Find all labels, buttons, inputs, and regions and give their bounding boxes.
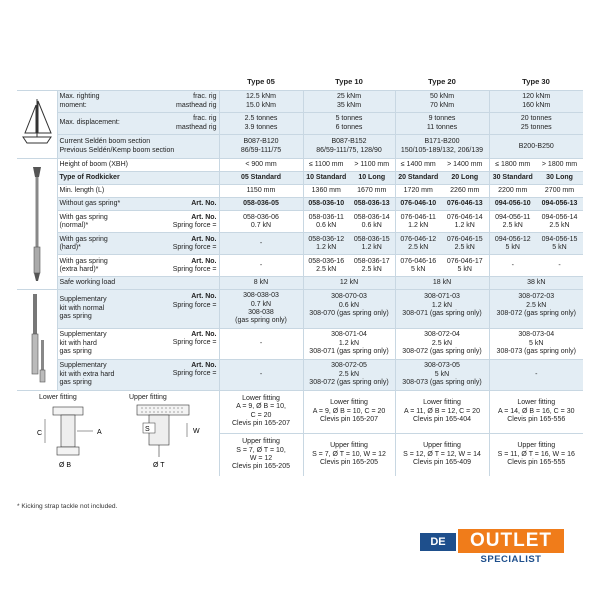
logo-outlet: OUTLET bbox=[458, 529, 564, 553]
suphard-t30: 308-073-04 5 kN 308-073 (gas spring only) bbox=[489, 328, 583, 359]
boom-label: Current Seldén boom section Previous Seldén/Kemp boom section bbox=[57, 135, 219, 159]
normal-t10b: 058-036-14 0.6 kN bbox=[349, 211, 395, 233]
nogas-t30a: 094-056-10 bbox=[489, 198, 536, 211]
hard-t20b: 076-046-15 2.5 kN bbox=[441, 233, 489, 255]
normal-t20a: 076-046-11 1.2 kN bbox=[395, 211, 441, 233]
displacement-t05: 2.5 tonnes 3.9 tonnes bbox=[219, 113, 303, 135]
nogas-t05: 058-036-05 bbox=[219, 198, 303, 211]
normal-t30a: 094-056-11 2.5 kN bbox=[489, 211, 536, 233]
suphard-t20: 308-072-04 2.5 kN 308-072 (gas spring only) bbox=[395, 328, 489, 359]
supxhard-label: Supplementary kit with extra hard gas spring bbox=[57, 359, 169, 390]
type-t10a: 10 Standard bbox=[303, 172, 349, 185]
rodkicker-spec-table bbox=[17, 74, 583, 476]
suphard-t05: - bbox=[219, 328, 303, 359]
supnormal-sub: Art. No. Spring force = bbox=[169, 290, 219, 328]
nogas-t10a: 058-036-10 bbox=[303, 198, 349, 211]
minlen-t10b: 1670 mm bbox=[349, 185, 395, 198]
xhard-t30a: - bbox=[489, 255, 536, 277]
lower-t05: Lower fitting A = 9, Ø B = 10, C = 20 Clevis pin 165-207 bbox=[219, 390, 303, 433]
nogas-t10b: 058-036-13 bbox=[349, 198, 395, 211]
type-t20b: 20 Long bbox=[441, 172, 489, 185]
gas-spring-icon bbox=[19, 290, 55, 386]
rodkicker-icon bbox=[19, 163, 55, 283]
logo-de: DE bbox=[420, 533, 456, 551]
boom-t10: B087-B152 86/59-111/75, 128/90 bbox=[303, 135, 395, 159]
xhard-t10a: 058-036-16 2.5 kN bbox=[303, 255, 349, 277]
minlen-t20a: 1720 mm bbox=[395, 185, 441, 198]
gas-spring-illustration bbox=[17, 290, 57, 390]
hard-t20a: 076-046-12 2.5 kN bbox=[395, 233, 441, 255]
hard-t30a: 094-056-12 5 kN bbox=[489, 233, 536, 255]
displacement-label: Max. displacement: bbox=[57, 113, 169, 135]
supnormal-t05: 308-038-03 0.7 kN 308-038 (gas spring only) bbox=[219, 290, 303, 328]
normal-t30b: 094-056-14 2.5 kN bbox=[536, 211, 583, 233]
dim-s-label: S bbox=[145, 425, 150, 433]
nogas-t20a: 076-046-10 bbox=[395, 198, 441, 211]
header-type-10: Type 10 bbox=[303, 74, 395, 91]
upper-t20: Upper fitting S = 12, Ø T = 12, W = 14 Clevis pin 165-409 bbox=[395, 433, 489, 476]
height-t20a: ≤ 1400 mm bbox=[395, 159, 441, 172]
upper-t30: Upper fitting S = 11, Ø T = 16, W = 16 Clevis pin 165-555 bbox=[489, 433, 583, 476]
xhard-sub: Art. No. Spring force = bbox=[169, 255, 219, 277]
dim-w-label: W bbox=[193, 427, 200, 435]
type-t20a: 20 Standard bbox=[395, 172, 441, 185]
minlen-t30b: 2700 mm bbox=[536, 185, 583, 198]
xhard-label: With gas spring (extra hard)* bbox=[57, 255, 169, 277]
supnormal-t30: 308-072-03 2.5 kN 308-072 (gas spring only) bbox=[489, 290, 583, 328]
xhard-t30b: - bbox=[536, 255, 583, 277]
header-row bbox=[17, 74, 583, 91]
sailboat-icon bbox=[19, 91, 55, 155]
swl-t05: 8 kN bbox=[219, 277, 303, 290]
suphard-label: Supplementary kit with hard gas spring bbox=[57, 328, 169, 359]
boom-t30: B200-B250 bbox=[489, 135, 583, 159]
righting-t10: 25 kNm 35 kNm bbox=[303, 91, 395, 113]
type-label: Type of Rodkicker bbox=[57, 172, 219, 185]
swl-t20: 18 kN bbox=[395, 277, 489, 290]
supnormal-t20: 308-071-03 1.2 kN 308-071 (gas spring only) bbox=[395, 290, 489, 328]
height-t05: < 900 mm bbox=[219, 159, 303, 172]
supxhard-sub: Art. No. Spring force = bbox=[169, 359, 219, 390]
boom-t20: B171-B200 150/105-189/132, 206/139 bbox=[395, 135, 489, 159]
swl-t30: 38 kN bbox=[489, 277, 583, 290]
nogas-artno: Art. No. bbox=[169, 198, 219, 211]
fittings-group bbox=[17, 390, 583, 476]
righting-t30: 120 kNm 160 kNm bbox=[489, 91, 583, 113]
nogas-t20b: 076-046-13 bbox=[441, 198, 489, 211]
hard-t30b: 094-056-15 5 kN bbox=[536, 233, 583, 255]
lower-t10: Lower fitting A = 9, Ø B = 10, C = 20 Clevis pin 165-207 bbox=[303, 390, 395, 433]
upper-fitting-caption: Upper fitting bbox=[129, 393, 167, 401]
supxhard-t30: - bbox=[489, 359, 583, 390]
dim-a-label: A bbox=[97, 428, 102, 436]
height-label: Height of boom (XBH) bbox=[57, 159, 219, 172]
logo-specialist: SPECIALIST bbox=[480, 554, 542, 565]
dim-b-label: Ø B bbox=[59, 461, 72, 469]
type-t10b: 10 Long bbox=[349, 172, 395, 185]
displacement-t20: 9 tonnes 11 tonnes bbox=[395, 113, 489, 135]
minlen-t10a: 1360 mm bbox=[303, 185, 349, 198]
supnormal-label: Supplementary kit with normal gas spring bbox=[57, 290, 169, 328]
rodkicker-group bbox=[17, 159, 583, 290]
height-t20b: > 1400 mm bbox=[441, 159, 489, 172]
header-type-20: Type 20 bbox=[395, 74, 489, 91]
swl-label: Safe working load bbox=[57, 277, 219, 290]
displacement-sub: frac. rig masthead rig bbox=[169, 113, 219, 135]
suphard-t10: 308-071-04 1.2 kN 308-071 (gas spring only) bbox=[303, 328, 395, 359]
hard-t05: - bbox=[219, 233, 303, 255]
supxhard-t05: - bbox=[219, 359, 303, 390]
upper-t05: Upper fitting S = 7, Ø T = 10, W = 12 Clevis pin 165-205 bbox=[219, 433, 303, 476]
header-type-05: Type 05 bbox=[219, 74, 303, 91]
displacement-t10: 5 tonnes 6 tonnes bbox=[303, 113, 395, 135]
minlen-t30a: 2200 mm bbox=[489, 185, 536, 198]
xhard-t20a: 076-046-16 5 kN bbox=[395, 255, 441, 277]
supxhard-t20: 308-073-05 5 kN 308-073 (gas spring only) bbox=[395, 359, 489, 390]
boat-data-group bbox=[17, 91, 583, 159]
hard-sub: Art. No. Spring force = bbox=[169, 233, 219, 255]
boom-t05: B087-B120 86/59-111/75 bbox=[219, 135, 303, 159]
normal-label: With gas spring (normal)* bbox=[57, 211, 169, 233]
xhard-t05: - bbox=[219, 255, 303, 277]
lower-fitting-caption: Lower fitting bbox=[39, 393, 77, 401]
header-type-30: Type 30 bbox=[489, 74, 583, 91]
normal-sub: Art. No. Spring force = bbox=[169, 211, 219, 233]
type-t30b: 30 Long bbox=[536, 172, 583, 185]
nogas-t30b: 094-056-13 bbox=[536, 198, 583, 211]
righting-t05: 12.5 kNm 15.0 kNm bbox=[219, 91, 303, 113]
height-t10b: > 1100 mm bbox=[349, 159, 395, 172]
dim-t-label: Ø T bbox=[153, 461, 165, 469]
suphard-sub: Art. No. Spring force = bbox=[169, 328, 219, 359]
righting-t20: 50 kNm 70 kNm bbox=[395, 91, 489, 113]
supplementary-group bbox=[17, 290, 583, 390]
fitting-diagram-svg bbox=[17, 391, 217, 473]
dim-c-label: C bbox=[37, 429, 43, 437]
supnormal-t10: 308-070-03 0.6 kN 308-070 (gas spring only) bbox=[303, 290, 395, 328]
spec-table-sheet bbox=[17, 74, 583, 476]
hard-label: With gas spring (hard)* bbox=[57, 233, 169, 255]
rodkicker-illustration bbox=[17, 159, 57, 290]
minlen-t05: 1150 mm bbox=[219, 185, 303, 198]
sailboat-illustration bbox=[17, 91, 57, 159]
xhard-t20b: 076-046-17 5 kN bbox=[441, 255, 489, 277]
lower-t20: Lower fitting A = 11, Ø B = 12, C = 20 Clevis pin 165-404 bbox=[395, 390, 489, 433]
nogas-label: Without gas spring* bbox=[57, 198, 169, 211]
righting-label: Max. righting moment: bbox=[57, 91, 169, 113]
hard-t10a: 058-036-12 1.2 kN bbox=[303, 233, 349, 255]
height-t30b: > 1800 mm bbox=[536, 159, 583, 172]
type-t30a: 30 Standard bbox=[489, 172, 536, 185]
righting-sub: frac. rig masthead rig bbox=[169, 91, 219, 113]
supxhard-t10: 308-072-05 2.5 kN 308-072 (gas spring only) bbox=[303, 359, 395, 390]
height-t30a: ≤ 1800 mm bbox=[489, 159, 536, 172]
normal-t05: 058-036-06 0.7 kN bbox=[219, 211, 303, 233]
normal-t10a: 058-036-11 0.6 kN bbox=[303, 211, 349, 233]
minlen-label: Min. length (L) bbox=[57, 185, 219, 198]
fitting-diagrams bbox=[17, 390, 219, 476]
height-t10a: ≤ 1100 mm bbox=[303, 159, 349, 172]
displacement-t30: 20 tonnes 25 tonnes bbox=[489, 113, 583, 135]
minlen-t20b: 2260 mm bbox=[441, 185, 489, 198]
swl-t10: 12 kN bbox=[303, 277, 395, 290]
normal-t20b: 076-046-14 1.2 kN bbox=[441, 211, 489, 233]
footnote: * Kicking strap tackle not included. bbox=[17, 503, 118, 510]
de-outlet-specialist-logo bbox=[420, 527, 572, 569]
lower-t30: Lower fitting A = 14, Ø B = 16, C = 30 Clevis pin 165-556 bbox=[489, 390, 583, 433]
upper-t10: Upper fitting S = 7, Ø T = 10, W = 12 Clevis pin 165-205 bbox=[303, 433, 395, 476]
xhard-t10b: 058-036-17 2.5 kN bbox=[349, 255, 395, 277]
type-t05: 05 Standard bbox=[219, 172, 303, 185]
hard-t10b: 058-036-15 1.2 kN bbox=[349, 233, 395, 255]
